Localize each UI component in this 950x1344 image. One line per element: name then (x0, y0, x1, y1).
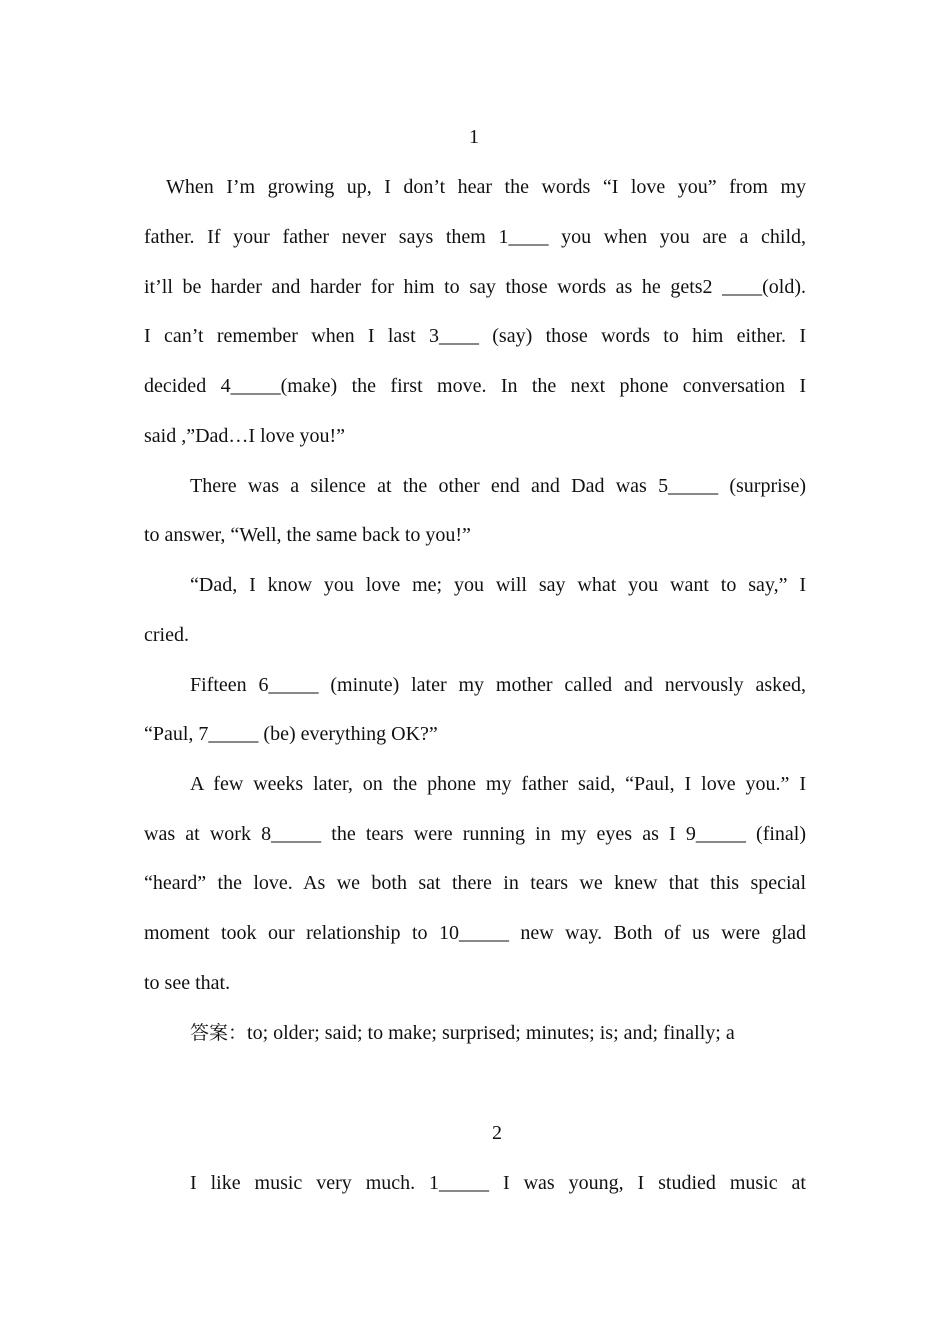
paragraph-line: to see that. (144, 972, 231, 994)
paragraph-line: to answer, “Well, the same back to you!” (144, 524, 471, 546)
paragraph-line: “Paul, 7_____ (be) everything OK?” (144, 723, 438, 745)
paragraph-line: There was a silence at the other end and Dad was 5_____ (surprise) (190, 475, 806, 497)
section-number-1: 1 (469, 126, 479, 148)
paragraph-line: it’ll be harder and harder for him to say those words as he gets2 ____(old). (144, 276, 806, 298)
paragraph-line: decided 4_____(make) the first move. In the next phone conversation I (144, 375, 806, 397)
answer-label: 答案： (190, 1022, 248, 1044)
paragraph-line: moment took our relationship to 10_____ new way. Both of us were glad (144, 922, 806, 944)
paragraph-line: said ,”Dad…I love you!” (144, 425, 346, 447)
paragraph-line: “heard” the love. As we both sat there in tears we knew that this special (144, 872, 806, 894)
paragraph-line: Fifteen 6_____ (minute) later my mother called and nervously asked, (190, 674, 806, 696)
paragraph-line: A few weeks later, on the phone my father said, “Paul, I love you.” I (190, 773, 806, 795)
paragraph-line: When I’m growing up, I don’t hear the words “I love you” from my (166, 176, 806, 198)
paragraph-line: father. If your father never says them 1____ you when you are a child, (144, 226, 806, 248)
answer-text: to; older; said; to make; surprised; minutes; is; and; finally; a (247, 1022, 735, 1044)
answer-line (190, 1020, 806, 1046)
paragraph-line: I can’t remember when I last 3____ (say) those words to him either. I (144, 325, 806, 347)
paragraph-line: was at work 8_____ the tears were running in my eyes as I 9_____ (final) (144, 823, 806, 845)
paragraph-line: cried. (144, 624, 189, 646)
section-number-2: 2 (492, 1122, 502, 1144)
paragraph-line: “Dad, I know you love me; you will say what you want to say,” I (190, 574, 806, 596)
paragraph-line: I like music very much. 1_____ I was young, I studied music at (190, 1172, 806, 1194)
